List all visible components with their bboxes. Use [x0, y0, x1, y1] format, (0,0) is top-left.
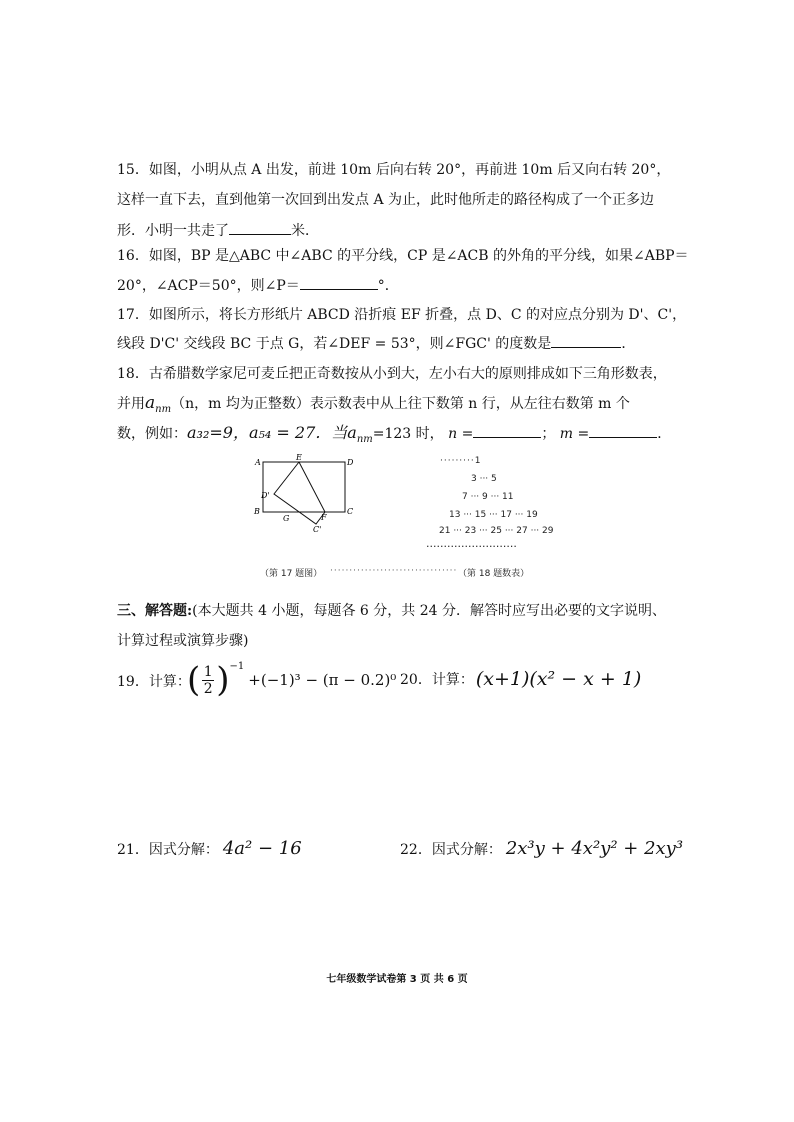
q15-line3-post: 米． — [291, 223, 319, 239]
section-3-title: 三、解答题: — [117, 603, 193, 619]
q18-n-label: n = — [448, 426, 474, 442]
q17-line2-post: ． — [621, 336, 636, 352]
figure-17-diagram — [250, 452, 360, 534]
q18-line3: 数，例如：a₃₂=9，a₅₄ = 27．当$a_{nm}=123$ 时， n = ； m = ． — [117, 423, 672, 445]
q17-line1: 17．如图所示，将长方形纸片 ABCD 沿折痕 EF 折叠，点 D、C 的对应点分别为 D'、C'， — [117, 307, 687, 323]
label-c-prime: C' — [313, 525, 322, 534]
q18-n-blank[interactable] — [473, 423, 541, 438]
q15-answer-blank[interactable] — [229, 220, 291, 235]
label-f: F — [321, 513, 327, 522]
q18-end: ． — [657, 426, 672, 442]
triangle-row-1: 1 — [474, 456, 481, 466]
q19-expression: ( 1 2 ) $^{-1}$ +(−1)³ − (π − 0.2)⁰ — [187, 660, 397, 700]
q19-fraction-numerator: 1 — [203, 663, 213, 680]
fold-line-ef — [299, 462, 325, 512]
q16-answer-blank[interactable] — [300, 275, 378, 290]
q17-line2-pre: 线段 D'C' 交线段 BC 于点 G，若∠DEF = 53°，则∠FGC' 的度数是 — [117, 336, 552, 352]
q18-line1: 18．古希腊数学家尼可麦丘把正奇数按从小到大，左小右大的原则排成如下三角形数表， — [117, 366, 667, 382]
page-footer: 七年级数学试卷第 3 页 共 6 页 — [326, 974, 468, 985]
triangle-row-3: 7 ··· 9 ··· 11 — [462, 492, 514, 502]
q18-anm-subscript: nm — [356, 433, 373, 445]
label-a: A — [255, 458, 261, 467]
q16-line2-post: °． — [377, 278, 399, 294]
q21-expression: 4a² − 16 — [222, 838, 302, 859]
q21-label: 21．因式分解： — [117, 841, 219, 858]
q15-line3 — [117, 220, 319, 241]
q15-line1: 15．如图，小明从点 A 出发，前进 10m 后向右转 20°，再前进 10m 后又向右转 20°， — [117, 162, 671, 178]
q17-line2 — [117, 333, 635, 354]
q19-fraction — [202, 664, 214, 697]
label-d: D — [347, 458, 354, 467]
q15-line2: 这样一直下去，直到他第一次回到出发点 A 为止，此时他所走的路径构成了一个正多边 — [117, 192, 655, 208]
label-e: E — [296, 453, 302, 462]
q17-answer-blank[interactable] — [551, 333, 621, 348]
q18-line2-pre: 并用 — [117, 396, 145, 412]
q19-fraction-denominator: 2 — [203, 680, 213, 697]
caption-dotted-leader: ································· — [330, 566, 458, 576]
q18-line2 — [117, 393, 630, 420]
q18-a-subscript: nm — [155, 403, 172, 415]
figure-17-caption: （第 17 题图） — [260, 569, 323, 579]
q15-line3-pre: 形．小明一共走了 — [117, 223, 229, 239]
triangle-row-4: 13 ··· 15 ··· 17 ··· 19 — [449, 510, 538, 520]
q18-m-label: m = — [559, 426, 590, 442]
q20 — [400, 668, 641, 690]
q18-anm-symbol: a — [347, 423, 357, 442]
q19-expression-tail: +(−1)³ − (π − 0.2)⁰ — [248, 671, 397, 689]
q22-expression: 2x³y + 4x²y² + 2xy³ — [505, 838, 684, 859]
triangle-row-5: 21 ··· 23 ··· 25 ··· 27 ··· 29 — [439, 526, 554, 536]
q19-exponent: −1 — [229, 660, 245, 672]
q19 — [117, 662, 191, 702]
q19-label: 19．计算： — [117, 674, 191, 690]
section-3-description: (本大题共 4 小题，每题各 6 分，共 24 分．解答时应写出必要的文字说明、计算过程或演算步骤) — [117, 603, 666, 649]
label-g: G — [283, 514, 290, 523]
triangle-row-2: 3 ··· 5 — [471, 474, 497, 484]
q16-line2 — [117, 275, 399, 296]
q18-condition: =123 时， — [372, 426, 444, 442]
triangle-row: ·········1 — [440, 456, 481, 466]
q18-a-symbol: a — [145, 393, 156, 413]
q20-expression: (x+1)(x² − x + 1) — [475, 668, 642, 690]
q22 — [400, 838, 683, 859]
q18-example1: a₃₂=9， — [187, 423, 249, 442]
q21 — [117, 838, 302, 859]
q22-label: 22．因式分解： — [400, 841, 502, 858]
q18-line3-pre: 数，例如： — [117, 426, 187, 442]
rectangle-abcd — [263, 462, 345, 512]
q18-m-blank[interactable] — [589, 423, 657, 438]
label-c: C — [347, 507, 354, 516]
triangle-continuation-dots: ·························· — [426, 540, 517, 553]
q18-line2-post: （n，m 均为正整数）表示数表中从上往下数第 n 行，从左往右数第 m 个 — [171, 396, 630, 412]
q16-line2-pre: 20°，∠ACP＝50°，则∠P＝ — [117, 278, 300, 294]
q16-line1: 16．如图，BP 是△ABC 中∠ABC 的平分线，CP 是∠ACB 的外角的平分线，如果∠ABP＝ — [117, 248, 689, 264]
folded-flap — [274, 462, 325, 524]
label-d-prime: D' — [261, 491, 270, 500]
section-3-heading — [117, 596, 677, 656]
label-b: B — [254, 507, 260, 516]
q20-label: 20．计算： — [400, 672, 474, 688]
q18-example2: a₅₄ = 27．当 — [248, 423, 348, 442]
figure-18-caption: （第 18 题数表） — [458, 569, 530, 579]
